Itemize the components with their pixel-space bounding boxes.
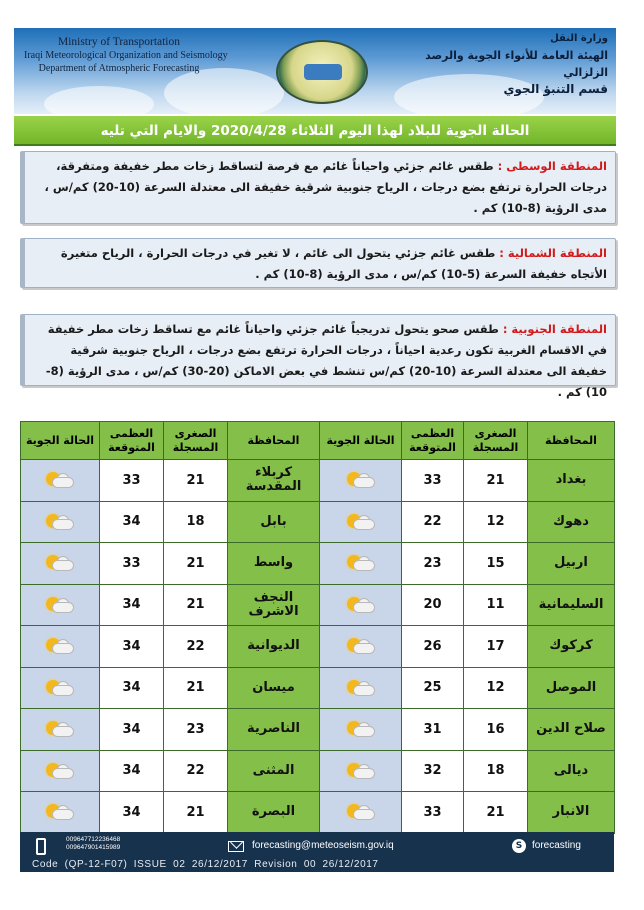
mobile-phone-icon [36, 838, 46, 855]
partly-cloudy-icon [45, 637, 75, 655]
governorate-cell: واسط [228, 543, 320, 585]
min-temp-cell: 12 [464, 501, 528, 543]
header-min: الصغرى المسجلة [164, 422, 228, 460]
min-temp-cell: 12 [464, 667, 528, 709]
table-row [21, 501, 615, 543]
cloud-shape [52, 519, 74, 530]
max-temp-cell: 34 [100, 709, 164, 751]
min-temp-cell: 21 [164, 543, 228, 585]
cloud-shape [353, 643, 375, 654]
region-name: المنطقة الجنوبية : [502, 322, 607, 336]
table-row [21, 750, 615, 792]
header-min: الصغرى المسجلة [464, 422, 528, 460]
governorate-cell: دهوك [528, 501, 615, 543]
weather-cell [21, 460, 100, 502]
min-temp-cell: 22 [164, 750, 228, 792]
max-temp-cell: 20 [402, 584, 464, 626]
phone-numbers [66, 836, 120, 852]
region-text: طقس غائم جزئي واحياناً غائم مع فرصة لتساقط زخات مطر خفيفة ومتفرقة، درجات الحرارة ترتفع بضع درجات ، الرياح جنوبية شرقية خفيفة الى معتدلة السرعة (10-20) كم/س ، مدى الرؤية (8-10) كم . [44, 159, 607, 215]
governorate-cell: ميسان [228, 667, 320, 709]
cloud-shape [353, 809, 375, 820]
page-footer [20, 832, 614, 872]
weather-cell [21, 792, 100, 834]
weather-cell [320, 626, 402, 668]
max-temp-cell: 33 [100, 460, 164, 502]
header-max: العظمى المتوقعة [402, 422, 464, 460]
max-temp-cell: 34 [100, 626, 164, 668]
governorate-cell: كربلاء المقدسة [228, 460, 320, 502]
min-temp-cell: 16 [464, 709, 528, 751]
cloud-shape [52, 685, 74, 696]
region-text: طقس صحو يتحول تدريجياً غائم جزئي واحياناً غائم مع تساقط زخات مطر خفيفة في الاقسام الغربية تكون رعدية احياناً ، درجات الحرارة ترتفع بضع درجات ، الرياح جنوبية شرقية خفيفة الى معتدلة السرعة (10-20) كم/س تنشط في بعض الاماكن (20-30) كم/س ، مدى الرؤية (8-10) كم . [45, 322, 607, 399]
weather-cell [21, 626, 100, 668]
partly-cloudy-icon [346, 596, 376, 614]
phone-number: 009647901415989 [66, 844, 121, 851]
ministry-name-en: Ministry of Transportation [57, 36, 181, 48]
table-row [21, 709, 615, 751]
governorate-cell: بغداد [528, 460, 615, 502]
max-temp-cell: 34 [100, 667, 164, 709]
region-central [20, 151, 616, 224]
max-temp-cell: 34 [100, 501, 164, 543]
weather-cell [320, 584, 402, 626]
organization-name-ar: الهيئة العامة للأنواء الجوية والرصد الزلزالي [425, 49, 608, 79]
partly-cloudy-icon [45, 720, 75, 738]
cloud-shape [52, 643, 74, 654]
weather-cell [21, 750, 100, 792]
max-temp-cell: 26 [402, 626, 464, 668]
cloud-shape [353, 602, 375, 613]
governorate-cell: بابل [228, 501, 320, 543]
table-row [21, 584, 615, 626]
weather-cell [320, 543, 402, 585]
max-temp-cell: 34 [100, 792, 164, 834]
table-row [21, 667, 615, 709]
max-temp-cell: 31 [402, 709, 464, 751]
skype-icon: S [512, 839, 526, 853]
partly-cloudy-icon [45, 596, 75, 614]
partly-cloudy-icon [346, 471, 376, 489]
contact-email[interactable]: forecasting@meteoseism.gov.iq [252, 840, 394, 851]
region-text: طقس غائم جزئي يتحول الى غائم ، لا تغير في درجات الحرارة ، الرياح متغيرة الأتجاه خفيفة السرعة (5-10) كم/س ، مدى الرؤية (8-10) كم . [60, 246, 607, 281]
table-header-row [21, 422, 615, 460]
max-temp-cell: 25 [402, 667, 464, 709]
governorate-cell: الموصل [528, 667, 615, 709]
weather-cell [320, 460, 402, 502]
weather-cell [320, 709, 402, 751]
weather-cell [21, 709, 100, 751]
max-temp-cell: 34 [100, 750, 164, 792]
weather-cell [320, 667, 402, 709]
min-temp-cell: 21 [464, 460, 528, 502]
max-temp-cell: 33 [100, 543, 164, 585]
min-temp-cell: 21 [464, 792, 528, 834]
region-name: المنطقة الشمالية : [499, 246, 607, 260]
partly-cloudy-icon [45, 554, 75, 572]
cloud-shape [353, 685, 375, 696]
region-south [20, 314, 616, 399]
partly-cloudy-icon [45, 679, 75, 697]
governorate-cell: اربيل [528, 543, 615, 585]
min-temp-cell: 18 [164, 501, 228, 543]
forecast-table [20, 421, 615, 834]
weather-cell [21, 543, 100, 585]
region-name: المنطقة الوسطى : [497, 159, 607, 173]
document-code: Code (QP-12-F07) ISSUE 02 26/12/2017 Revision 00 26/12/2017 [32, 859, 379, 870]
page-header [14, 28, 616, 114]
partly-cloudy-icon [346, 513, 376, 531]
department-name-ar: قسم التنبؤ الجوي [503, 82, 608, 96]
max-temp-cell: 34 [100, 584, 164, 626]
governorate-cell: الانبار [528, 792, 615, 834]
table-row [21, 543, 615, 585]
weather-cell [320, 501, 402, 543]
cloud-shape [52, 768, 74, 779]
cloud-shape [52, 809, 74, 820]
min-temp-cell: 21 [164, 584, 228, 626]
min-temp-cell: 22 [164, 626, 228, 668]
governorate-cell: الديوانية [228, 626, 320, 668]
envelope-icon [228, 841, 244, 852]
header-cloud [44, 86, 154, 114]
page-title: الحالة الجوية للبلاد لهذا اليوم الثلاثاء 2020/4/28 والايام التي تليه [14, 116, 616, 146]
max-temp-cell: 33 [402, 460, 464, 502]
governorate-cell: المثنى [228, 750, 320, 792]
partly-cloudy-icon [45, 803, 75, 821]
partly-cloudy-icon [346, 803, 376, 821]
governorate-cell: النجف الاشرف [228, 584, 320, 626]
cloud-shape [353, 477, 375, 488]
max-temp-cell: 23 [402, 543, 464, 585]
partly-cloudy-icon [45, 471, 75, 489]
max-temp-cell: 32 [402, 750, 464, 792]
weather-cell [21, 501, 100, 543]
partly-cloudy-icon [346, 762, 376, 780]
header-governorate: المحافظة [228, 422, 320, 460]
header-governorate: المحافظة [528, 422, 615, 460]
min-temp-cell: 21 [164, 792, 228, 834]
partly-cloudy-icon [45, 513, 75, 531]
cloud-shape [353, 560, 375, 571]
skype-handle[interactable]: forecasting [532, 840, 581, 851]
cloud-shape [353, 768, 375, 779]
table-row [21, 460, 615, 502]
governorate-cell: الناصرية [228, 709, 320, 751]
partly-cloudy-icon [346, 554, 376, 572]
weather-cell [320, 792, 402, 834]
header-max: العظمى المتوقعة [100, 422, 164, 460]
weather-cell [320, 750, 402, 792]
min-temp-cell: 17 [464, 626, 528, 668]
governorate-cell: صلاح الدين [528, 709, 615, 751]
cloud-shape [52, 560, 74, 571]
ministry-english-block [24, 36, 228, 75]
governorate-cell: كركوك [528, 626, 615, 668]
partly-cloudy-icon [346, 720, 376, 738]
min-temp-cell: 15 [464, 543, 528, 585]
ministry-name-ar: وزارة النقل [550, 33, 608, 44]
cloud-shape [52, 477, 74, 488]
min-temp-cell: 23 [164, 709, 228, 751]
weather-cell [21, 667, 100, 709]
partly-cloudy-icon [346, 637, 376, 655]
organization-name-en: Iraqi Meteorological Organization and Seismology [24, 50, 228, 61]
cloud-shape [52, 726, 74, 737]
partly-cloudy-icon [346, 679, 376, 697]
governorate-cell: السليمانية [528, 584, 615, 626]
max-temp-cell: 33 [402, 792, 464, 834]
region-north [20, 238, 616, 288]
phone-number: 009647712236468 [66, 836, 121, 843]
governorate-cell: ديالى [528, 750, 615, 792]
header-weather: الحالة الجوية [21, 422, 100, 460]
ministry-arabic-block [413, 30, 608, 98]
cloud-shape [353, 726, 375, 737]
logo-emblem [304, 64, 342, 80]
organization-logo [276, 40, 368, 104]
cloud-shape [52, 602, 74, 613]
max-temp-cell: 22 [402, 501, 464, 543]
header-weather: الحالة الجوية [320, 422, 402, 460]
department-name-en: Department of Atmospheric Forecasting [38, 63, 200, 74]
governorate-cell: البصرة [228, 792, 320, 834]
min-temp-cell: 18 [464, 750, 528, 792]
weather-cell [21, 584, 100, 626]
min-temp-cell: 11 [464, 584, 528, 626]
table-row [21, 792, 615, 834]
partly-cloudy-icon [45, 762, 75, 780]
min-temp-cell: 21 [164, 667, 228, 709]
table-row [21, 626, 615, 668]
min-temp-cell: 21 [164, 460, 228, 502]
cloud-shape [353, 519, 375, 530]
